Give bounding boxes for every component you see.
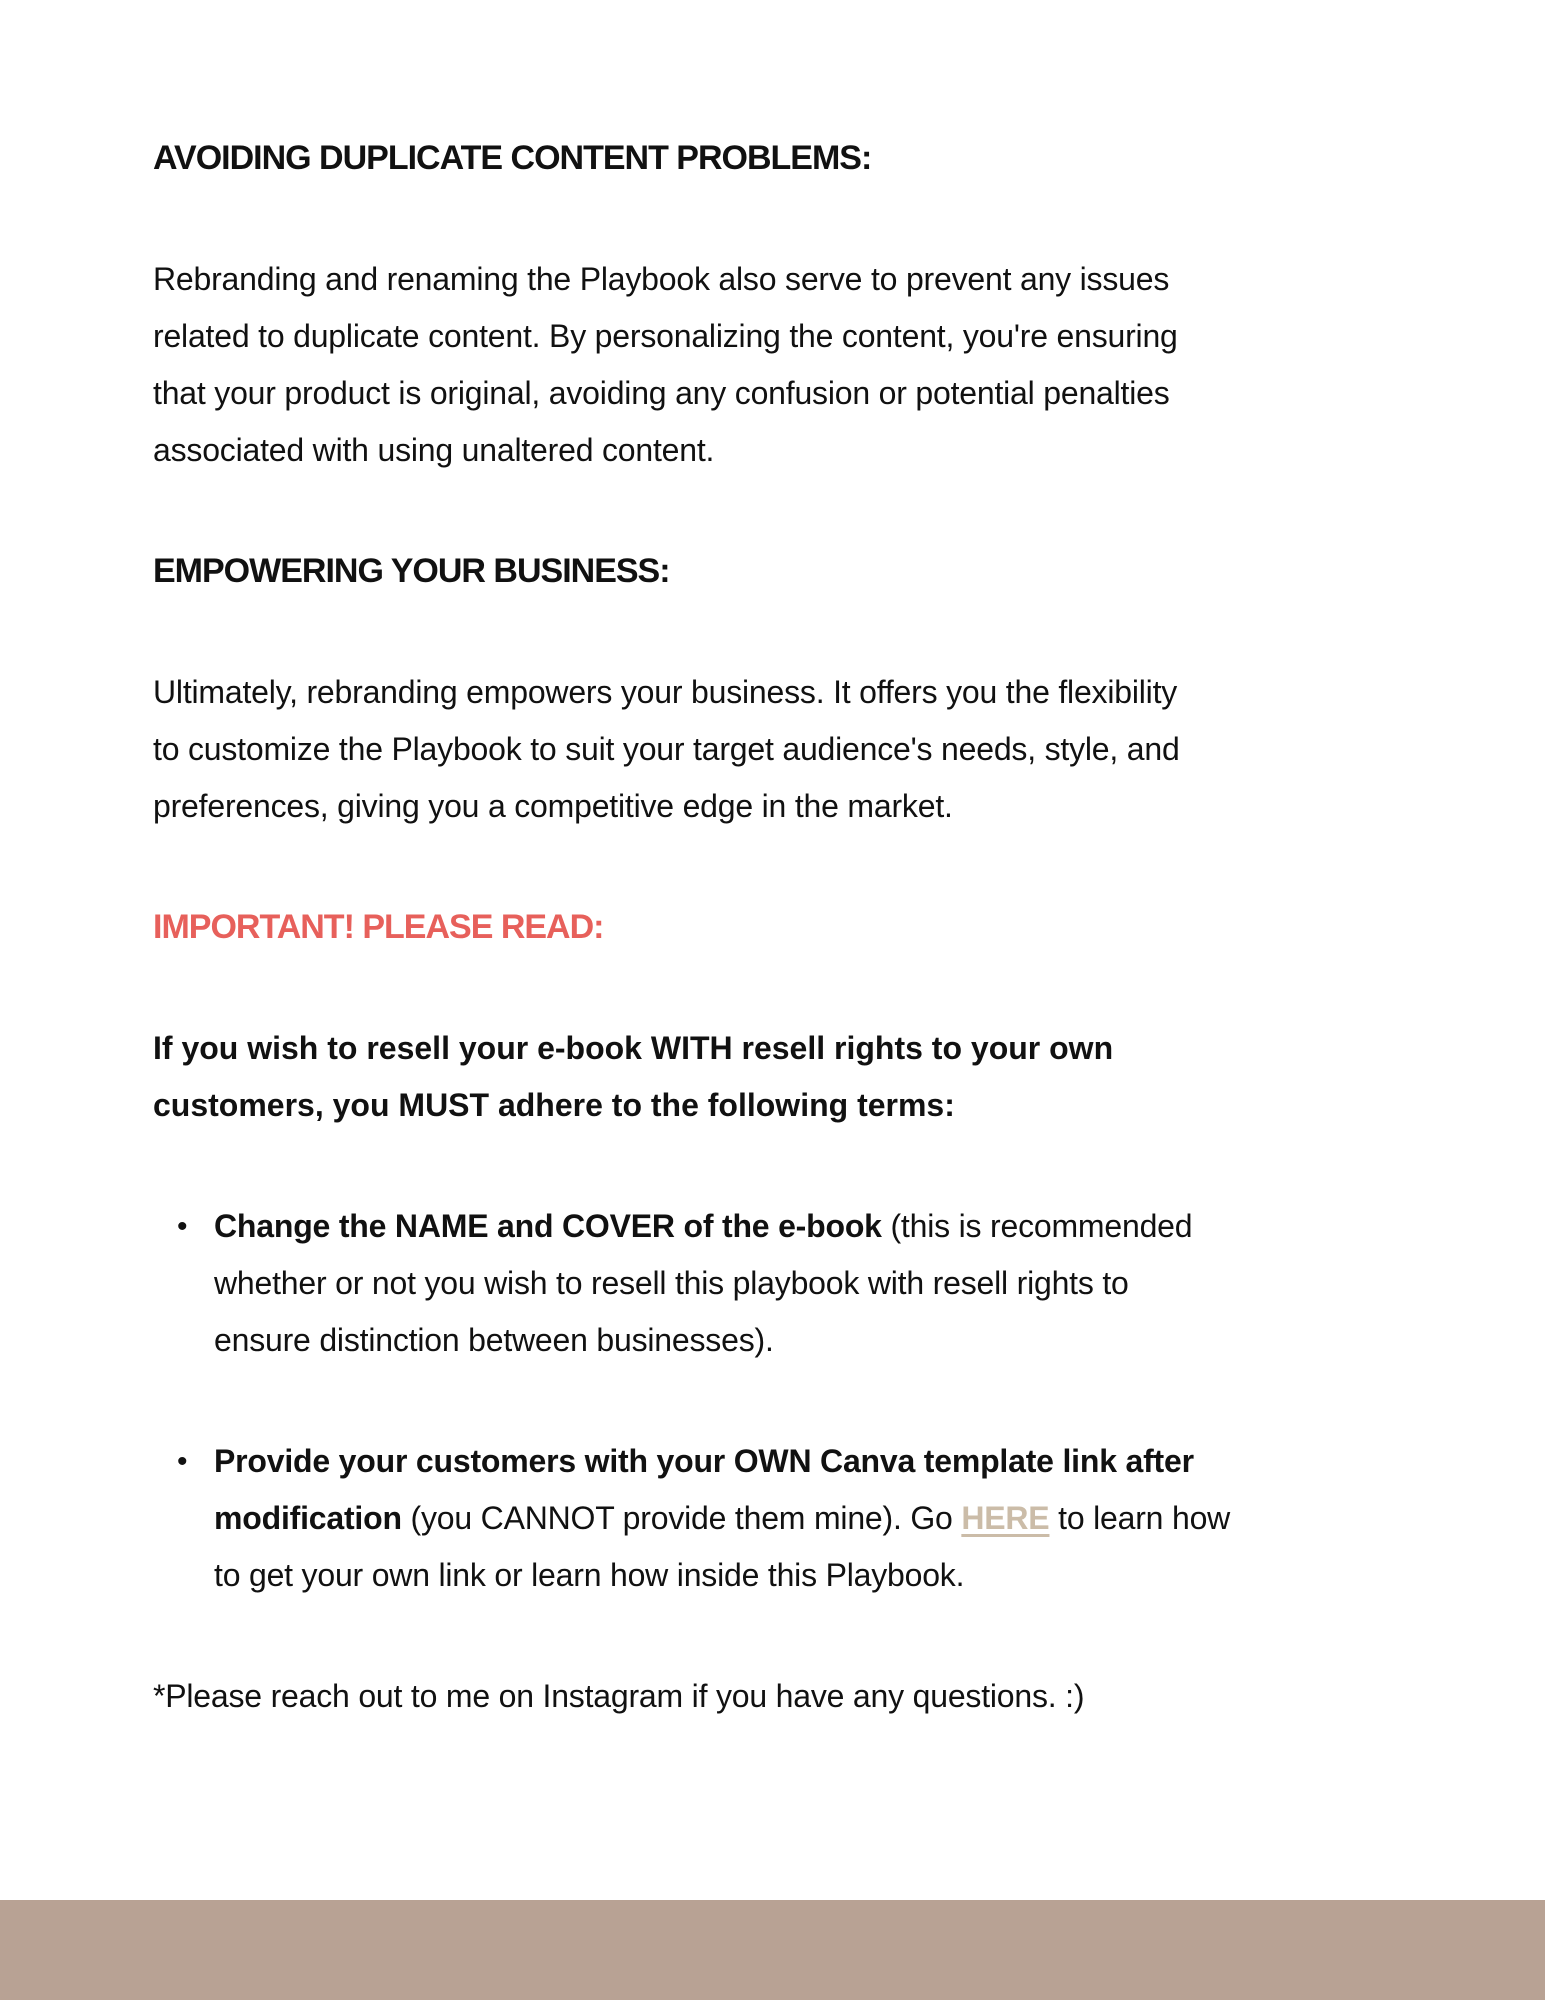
text-line	[214, 1433, 1395, 1490]
text-line	[153, 422, 1395, 479]
bold-text-run: Provide your customers with your OWN Canva template link after	[214, 1443, 1194, 1479]
text-line	[153, 365, 1395, 422]
text-line	[153, 130, 1395, 187]
text-line	[214, 1255, 1395, 1312]
bold-text-run: customers, you MUST adhere to the following terms:	[153, 1087, 955, 1123]
text-run: (you CANNOT provide them mine). Go	[401, 1500, 962, 1536]
text-run: that your product is original, avoiding any confusion or potential penalties	[153, 375, 1170, 411]
text-run: Ultimately, rebranding empowers your business. It offers you the flexibility	[153, 674, 1178, 710]
paragraph-resell-terms-intro	[153, 1020, 1395, 1134]
footer-color-bar	[0, 1900, 1545, 2000]
text-run: (this is recommended	[881, 1208, 1193, 1244]
text-line	[153, 899, 1395, 956]
text-line	[153, 664, 1395, 721]
text-line	[153, 251, 1395, 308]
bold-text-run: If you wish to resell your e-book WITH resell rights to your own	[153, 1030, 1114, 1066]
text-line	[153, 308, 1395, 365]
bullet-marker: •	[177, 1210, 188, 1243]
paragraph-duplicate-content	[153, 251, 1395, 479]
text-line	[214, 1490, 1395, 1547]
text-line	[153, 1020, 1395, 1077]
document-content	[153, 130, 1395, 1725]
text-run: ensure distinction between businesses).	[214, 1322, 774, 1358]
bullet-change-name-cover	[153, 1198, 1395, 1369]
text-run: to customize the Playbook to suit your target audience's needs, style, and	[153, 731, 1180, 767]
bold-text-run: AVOIDING DUPLICATE CONTENT PROBLEMS:	[153, 139, 872, 177]
text-run: related to duplicate content. By personalizing the content, you're ensuring	[153, 318, 1178, 354]
text-line	[214, 1198, 1395, 1255]
text-run: *Please reach out to me on Instagram if you have any questions. :)	[153, 1678, 1085, 1714]
heading-empowering-business	[153, 543, 1395, 600]
heading-important-please-read	[153, 899, 1395, 956]
bold-text-run: EMPOWERING YOUR BUSINESS:	[153, 552, 670, 590]
text-run: to get your own link or learn how inside this Playbook.	[214, 1557, 965, 1593]
text-run: to learn how	[1049, 1500, 1231, 1536]
bold-text-run: Change the NAME and COVER of the e-book	[214, 1208, 882, 1244]
text-line	[214, 1547, 1395, 1604]
bullet-provide-own-link	[153, 1433, 1395, 1604]
text-line	[214, 1312, 1395, 1369]
bold-text-run: IMPORTANT! PLEASE READ:	[153, 908, 604, 946]
text-run: associated with using unaltered content.	[153, 432, 715, 468]
footnote-instagram	[153, 1668, 1395, 1725]
bullet-marker: •	[177, 1445, 188, 1478]
bold-text-run: modification	[214, 1500, 402, 1536]
heading-avoiding-duplicate-content	[153, 130, 1395, 187]
text-line	[153, 778, 1395, 835]
paragraph-empowering-business	[153, 664, 1395, 835]
text-line	[153, 543, 1395, 600]
text-line	[153, 1077, 1395, 1134]
text-run: Rebranding and renaming the Playbook also serve to prevent any issues	[153, 261, 1170, 297]
text-line	[153, 1668, 1395, 1725]
text-run: whether or not you wish to resell this playbook with resell rights to	[214, 1265, 1129, 1301]
text-run: preferences, giving you a competitive edge in the market.	[153, 788, 953, 824]
here-link[interactable]: HERE	[961, 1500, 1050, 1536]
text-line	[153, 721, 1395, 778]
